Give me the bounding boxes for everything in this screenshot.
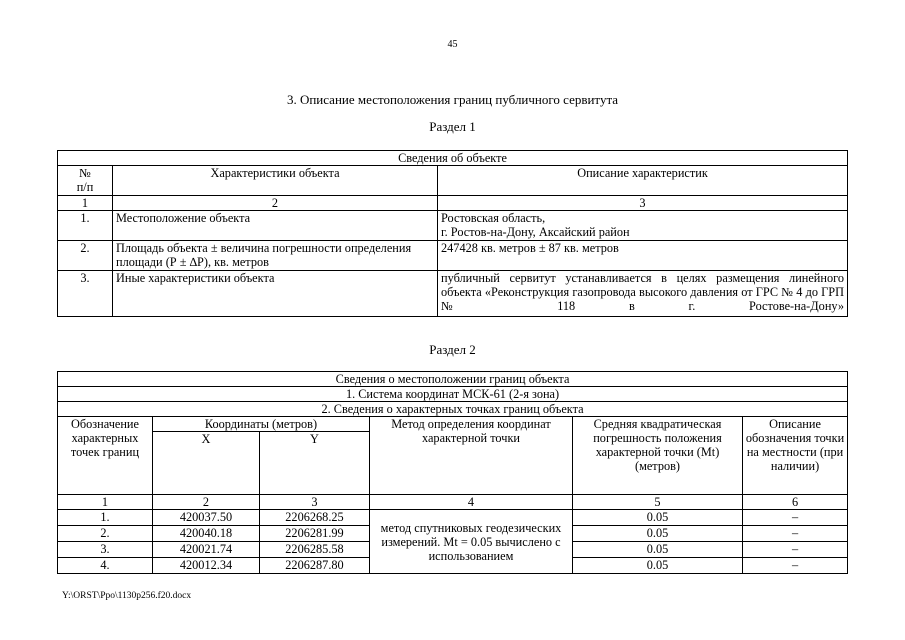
point-description: – xyxy=(743,526,848,542)
point-error: 0.05 xyxy=(573,542,743,558)
point-number: 2. xyxy=(58,526,153,542)
point-x: 420021.74 xyxy=(153,542,260,558)
point-number: 3. xyxy=(58,542,153,558)
table-row xyxy=(58,510,848,526)
point-number: 1. xyxy=(58,510,153,526)
row-number: 1. xyxy=(58,211,113,241)
column-number: 3 xyxy=(260,495,370,510)
table-row xyxy=(58,271,848,317)
table-row xyxy=(58,211,848,241)
row-characteristic: Местоположение объекта xyxy=(113,211,438,241)
header-designation: Обозначение характерных точек границ xyxy=(58,417,153,495)
point-method: метод спутниковых геодезических измерений. Mt = 0.05 вычислено с использованием xyxy=(370,510,573,574)
header-description: Описание характеристик xyxy=(438,166,848,196)
boundary-points-table xyxy=(57,371,848,574)
section-2-heading: Раздел 2 xyxy=(429,342,476,357)
point-error: 0.05 xyxy=(573,526,743,542)
table-title: Сведения о местоположении границ объекта xyxy=(58,372,848,387)
header-y: Y xyxy=(260,432,370,495)
point-y: 2206287.80 xyxy=(260,558,370,574)
point-description: – xyxy=(743,510,848,526)
file-path-footer: Y:\ORST\Ppo\1130p256.f20.docx xyxy=(62,591,192,601)
table-row xyxy=(58,241,848,271)
row-characteristic: Площадь объекта ± величина погрешности определения площади (Р ± ∆Р), кв. метров xyxy=(113,241,438,271)
point-x: 420040.18 xyxy=(153,526,260,542)
column-number: 5 xyxy=(573,495,743,510)
column-number: 2 xyxy=(113,196,438,211)
header-x: X xyxy=(153,432,260,495)
row-number: 3. xyxy=(58,271,113,317)
point-error: 0.05 xyxy=(573,558,743,574)
coordinate-system: 1. Система координат МСК-61 (2-я зона) xyxy=(58,387,848,402)
section-1-heading: Раздел 1 xyxy=(429,119,476,134)
column-number: 6 xyxy=(743,495,848,510)
row-description: 247428 кв. метров ± 87 кв. метров xyxy=(438,241,848,271)
point-description: – xyxy=(743,558,848,574)
point-x: 420012.34 xyxy=(153,558,260,574)
column-number: 1 xyxy=(58,196,113,211)
point-description: – xyxy=(743,542,848,558)
point-x: 420037.50 xyxy=(153,510,260,526)
point-y: 2206285.58 xyxy=(260,542,370,558)
object-info-table xyxy=(57,150,848,317)
header-method: Метод определения координат характерной точки xyxy=(370,417,573,495)
row-characteristic: Иные характеристики объекта xyxy=(113,271,438,317)
column-number: 3 xyxy=(438,196,848,211)
main-heading: 3. Описание местоположения границ публичного сервитута xyxy=(286,92,619,107)
column-number: 4 xyxy=(370,495,573,510)
column-number: 2 xyxy=(153,495,260,510)
point-error: 0.05 xyxy=(573,510,743,526)
header-characteristics: Характеристики объекта xyxy=(113,166,438,196)
table-title: Сведения об объекте xyxy=(58,151,848,166)
points-heading: 2. Сведения о характерных точках границ объекта xyxy=(58,402,848,417)
point-y: 2206268.25 xyxy=(260,510,370,526)
header-point-description: Описание обозначения точки на местности (при наличии) xyxy=(743,417,848,495)
point-number: 4. xyxy=(58,558,153,574)
row-number: 2. xyxy=(58,241,113,271)
header-coordinates: Координаты (метров) xyxy=(153,417,370,432)
row-description: публичный сервитут устанавливается в целях размещения линейного объекта «Реконструкция газопровода высокого давления от ГРС № 4 до ГРП № 118 в г. Ростове-на-Дону» xyxy=(438,271,848,317)
row-description: Ростовская область, г. Ростов-на-Дону, Аксайский район xyxy=(438,211,848,241)
page-number: 45 xyxy=(447,39,458,50)
point-y: 2206281.99 xyxy=(260,526,370,542)
header-number: № п/п xyxy=(58,166,113,196)
column-number: 1 xyxy=(58,495,153,510)
header-error: Средняя квадратическая погрешность положения характерной точки (Mt) (метров) xyxy=(573,417,743,495)
